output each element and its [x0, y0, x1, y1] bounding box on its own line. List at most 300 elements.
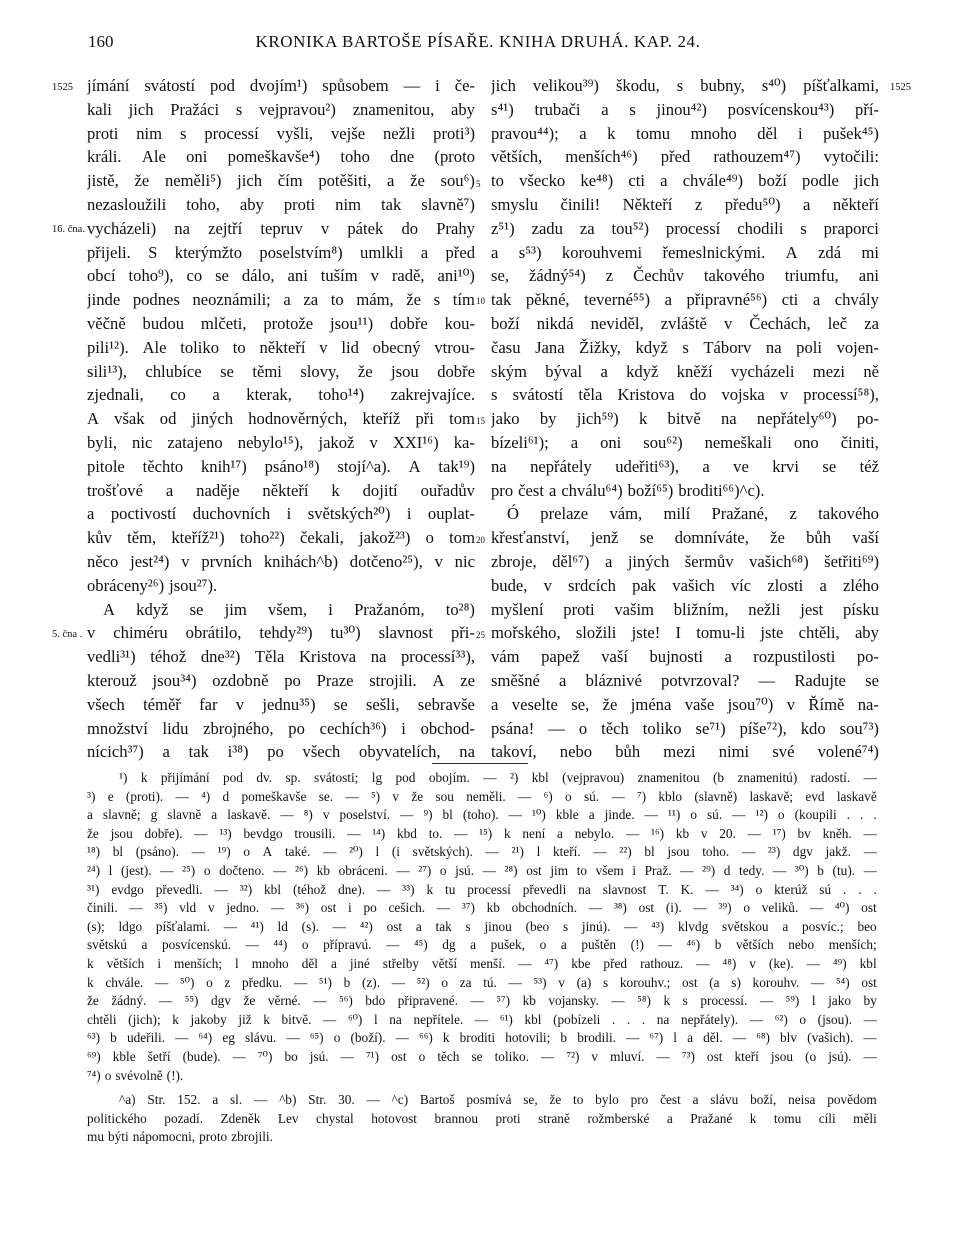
word: jste! — [631, 623, 661, 643]
word: vytočili: — [823, 147, 879, 167]
text-line — [491, 502, 879, 526]
word: víc — [730, 575, 752, 595]
word: se, — [523, 1092, 538, 1108]
word: chiméru — [113, 623, 168, 643]
word: před — [660, 147, 691, 167]
word: hodnověrných, — [248, 409, 348, 429]
word: — — [313, 993, 327, 1009]
word: d — [222, 788, 230, 804]
footnote-divider — [432, 763, 528, 764]
word: s — [676, 76, 684, 95]
word: — — [347, 825, 361, 841]
word: obcí — [87, 266, 116, 286]
word: toliko — [642, 718, 682, 738]
word: písku — [843, 599, 879, 619]
word: někteří — [259, 337, 306, 357]
word: o — [565, 788, 572, 804]
word: jinde. — [604, 807, 635, 823]
word: e — [107, 788, 114, 804]
word: že — [87, 993, 99, 1009]
right-text-column — [491, 74, 879, 764]
word: svévolně — [115, 1067, 163, 1083]
word: boží — [491, 313, 520, 333]
text-line — [491, 693, 879, 717]
word: (téhož — [292, 881, 327, 897]
word: o — [439, 862, 447, 878]
word: — — [158, 993, 173, 1009]
word: jsou — [110, 825, 133, 841]
word: (vejpravou) — [562, 770, 625, 785]
word: vaší — [852, 528, 879, 548]
text-line — [491, 455, 879, 479]
word: pravou⁴⁴); — [491, 123, 559, 143]
word: (!) — [630, 937, 644, 953]
word: ⁵³) — [533, 974, 547, 990]
word: šetřiti⁶⁹) — [824, 551, 879, 571]
footnote-line — [87, 1029, 877, 1048]
word: smyslu — [491, 194, 539, 214]
word: ani¹⁰) — [437, 266, 475, 286]
word: tomu — [773, 1110, 802, 1126]
word: menších; — [828, 937, 877, 953]
word: — — [470, 993, 484, 1009]
word: bitvě. — [281, 1011, 312, 1027]
word: jim — [550, 862, 569, 878]
word: toho¹⁴) — [318, 385, 365, 405]
word: — — [340, 1048, 354, 1064]
word: papež — [541, 647, 580, 667]
word: bláznivé — [585, 670, 642, 690]
word: Str. — [147, 1092, 166, 1108]
word: v — [181, 551, 190, 571]
word: — — [508, 974, 522, 990]
word: s — [433, 290, 441, 310]
word: dv. — [256, 770, 273, 785]
word: a — [687, 1030, 694, 1046]
word: S — [148, 242, 158, 262]
word: sou⁷³) — [839, 718, 879, 738]
word: ⁷⁰) — [258, 1048, 273, 1064]
word: s⁴⁰) — [761, 76, 787, 95]
word: a — [387, 171, 395, 191]
word: — — [253, 1092, 268, 1108]
word: ost — [706, 1048, 723, 1064]
word: o — [755, 881, 763, 897]
word: tu³⁰) — [330, 623, 361, 643]
word: a — [87, 807, 93, 823]
word: jim — [224, 599, 247, 619]
text-line — [87, 360, 475, 384]
word: cti — [628, 171, 645, 191]
word: ⁴²) — [359, 918, 373, 934]
word: b — [714, 937, 722, 953]
line-number-20: 20 — [476, 535, 485, 545]
word: jedno. — [226, 900, 260, 916]
text-line — [87, 574, 475, 598]
word: to — [576, 862, 588, 878]
word: pomeškavše — [241, 788, 307, 804]
word: tomu — [635, 123, 671, 143]
word: tepruv — [260, 218, 303, 238]
word: stojí^a). — [337, 456, 391, 476]
text-line — [491, 264, 879, 288]
word: na — [174, 218, 190, 238]
word: Kristova — [298, 647, 357, 667]
word: s — [682, 993, 688, 1009]
word: Prahy — [436, 218, 475, 238]
word: toho — [340, 147, 370, 167]
word: — — [293, 974, 308, 990]
word: v — [723, 313, 733, 333]
word: Jana — [535, 337, 565, 357]
word: l — [108, 862, 113, 878]
word: — — [175, 1030, 189, 1046]
word: — — [593, 844, 607, 860]
word: čekali, — [300, 528, 344, 548]
word: (ke). — [768, 955, 794, 971]
word: kdo — [800, 718, 826, 738]
word: do — [401, 218, 419, 238]
word: však — [114, 409, 145, 429]
word: pušek⁴⁵) — [823, 123, 879, 143]
word: přípravú. — [323, 937, 372, 953]
word: broditi — [459, 1030, 496, 1046]
word: v — [392, 788, 400, 804]
text-line — [87, 717, 475, 741]
word: žádný. — [111, 993, 147, 1009]
word: — — [436, 900, 451, 916]
word: ⁶) — [543, 788, 553, 804]
word: jsou¹¹) — [329, 313, 374, 333]
word: po — [363, 900, 377, 916]
word: mořského, — [491, 623, 561, 643]
word: — — [160, 862, 174, 878]
word: ³²) — [239, 881, 253, 897]
word: ⁴⁵) — [413, 937, 428, 953]
word: z — [789, 504, 797, 524]
word: proti — [495, 1110, 521, 1126]
word: by — [863, 993, 877, 1009]
word: rozpustilosti — [753, 647, 836, 667]
word: ²⁴) — [87, 862, 101, 878]
word: ²¹) — [511, 844, 524, 860]
word: trubači — [534, 99, 581, 119]
word: zdá — [818, 242, 842, 262]
word: podnes — [132, 290, 180, 310]
word: cešich. — [388, 900, 426, 916]
word: složili — [575, 623, 617, 643]
word: k — [426, 881, 434, 897]
word: za — [459, 974, 472, 990]
word: dojití — [362, 480, 398, 500]
word: ⁵⁶) — [339, 993, 353, 1009]
word: k — [663, 993, 671, 1009]
word: vašim — [614, 599, 654, 619]
word: bitvě — [667, 409, 701, 429]
word: nic — [454, 551, 475, 571]
text-line — [87, 598, 475, 622]
word: s — [179, 123, 187, 143]
word: kteříž²¹) — [171, 528, 225, 548]
word: brannou — [434, 1110, 479, 1126]
word: — — [811, 974, 825, 990]
word: potěšiti, — [318, 171, 372, 191]
word: ⁸) — [303, 807, 313, 823]
word: sp. — [285, 770, 301, 785]
word: ¹⁶) — [651, 825, 665, 841]
word: nic — [132, 432, 153, 452]
word: processí³³), — [401, 647, 475, 667]
word: ¹¹) — [667, 807, 681, 823]
word: chtěli, — [798, 623, 840, 643]
word: (z). — [361, 974, 381, 990]
word: evdgo — [111, 881, 144, 897]
word: podle — [802, 171, 839, 191]
word: nežli — [383, 123, 416, 143]
word: ⁷⁴) — [87, 1067, 101, 1083]
word: — — [191, 844, 205, 860]
word: bližním, — [673, 599, 729, 619]
word: větších, — [491, 147, 543, 167]
word: nežli — [748, 599, 781, 619]
text-line — [491, 550, 879, 574]
word: všem — [595, 862, 624, 878]
word: obojím. — [428, 770, 470, 785]
word: (i). — [665, 900, 682, 916]
text-line — [87, 693, 475, 717]
word: A — [87, 409, 99, 429]
word: větší — [432, 955, 458, 971]
word: ost — [391, 1048, 407, 1064]
word: že — [87, 825, 99, 841]
word: ^b) — [279, 1092, 297, 1108]
word: posvícenskou⁴³) — [727, 99, 835, 119]
word: A — [103, 599, 115, 619]
word: dg — [442, 937, 456, 953]
word: i — [632, 862, 637, 878]
editorial-note-line — [87, 1128, 877, 1147]
text-line — [87, 455, 475, 479]
word: převedli. — [155, 881, 203, 897]
word: (b — [712, 770, 725, 785]
word: pří- — [855, 99, 879, 119]
word: ³⁰) — [794, 862, 809, 878]
word: světských). — [412, 844, 473, 860]
word: ⁶⁹) — [87, 1048, 101, 1064]
word: psáno¹⁸) — [264, 456, 320, 476]
word: — — [485, 844, 499, 860]
word: mi — [861, 242, 879, 262]
word: Radujte — [794, 670, 846, 690]
word: kb — [675, 825, 690, 841]
word: nezasloužili — [87, 194, 167, 214]
word: v — [370, 266, 379, 286]
word: processí — [665, 218, 721, 238]
word: sú — [819, 881, 832, 897]
line-number-25: 25 — [476, 630, 485, 640]
margin-year-left: 1525 — [52, 82, 73, 93]
word: a — [600, 361, 608, 381]
word: budou — [142, 313, 185, 333]
word: a — [420, 242, 429, 262]
word: na — [370, 647, 387, 667]
word: světských²⁰) — [307, 504, 391, 524]
word: jinou — [484, 918, 512, 934]
word: a — [601, 99, 609, 119]
word: všem, — [267, 599, 308, 619]
editorial-note-line — [87, 1091, 877, 1110]
word: z⁵¹) — [491, 218, 515, 238]
word: vojansky. — [548, 993, 599, 1009]
word: ¹³) — [219, 825, 232, 841]
word: praporci — [823, 218, 879, 238]
word: udeřiti⁶³), — [615, 456, 679, 476]
word: to. — [428, 825, 443, 841]
word: poli — [796, 337, 822, 357]
word: jich⁵⁹) — [576, 409, 619, 429]
word: Ale — [141, 147, 166, 167]
word: ⁶⁶) — [419, 1030, 433, 1046]
word: co — [186, 266, 203, 286]
word: když — [626, 361, 659, 381]
word: aby — [239, 194, 264, 214]
word: chodili — [737, 218, 784, 238]
word: k — [503, 825, 511, 841]
word: také. — [284, 844, 311, 860]
word: ⁴⁴) — [273, 937, 288, 953]
word: — — [773, 862, 787, 878]
word: — — [155, 974, 169, 990]
word: ve — [733, 456, 749, 476]
footnote-line — [87, 843, 877, 862]
word: to — [491, 171, 504, 191]
word: toho, — [186, 194, 220, 214]
word: trousili. — [294, 825, 336, 841]
word: kněh. — [822, 825, 852, 841]
word: dgv — [792, 844, 813, 860]
word: 30. — [338, 1092, 355, 1108]
word: kbl — [859, 955, 877, 971]
word: proto — [199, 1129, 228, 1145]
word: b — [343, 974, 351, 990]
word: toliko — [180, 337, 219, 357]
word: obráceni. — [338, 862, 388, 878]
word: na — [459, 742, 475, 762]
word: ⁶²) — [774, 1011, 788, 1027]
word: — — [323, 844, 337, 860]
word: Pražanóm, — [354, 599, 425, 619]
word: menší. — [470, 955, 506, 971]
word: 20. — [719, 825, 736, 841]
word: že — [770, 528, 785, 548]
word: před — [445, 242, 475, 262]
word: oni — [600, 432, 622, 452]
word: ani — [287, 266, 308, 286]
word: proti — [563, 599, 595, 619]
word: leč — [827, 313, 848, 333]
word: chystal — [316, 1110, 354, 1126]
word: z — [694, 194, 703, 214]
word: bevdgo — [243, 825, 283, 841]
word: ⁶⁵) — [309, 1030, 324, 1046]
word: pušek, — [490, 937, 525, 953]
word: před — [603, 955, 628, 971]
word: jsou⁷⁰) — [727, 694, 774, 714]
word: že — [410, 171, 425, 191]
word: tuším — [320, 266, 358, 286]
text-line — [87, 669, 475, 693]
word: . — [858, 881, 862, 897]
word: na — [389, 1011, 402, 1027]
word: ⁵) — [371, 788, 381, 804]
word: zlého — [842, 575, 879, 595]
word: ³⁷) — [461, 900, 475, 916]
word: rožmberské — [587, 1110, 650, 1126]
word: a — [211, 807, 218, 823]
word: — — [541, 1048, 555, 1064]
word: to — [573, 1092, 584, 1108]
word: při- — [450, 623, 475, 643]
word: ³⁸) — [613, 900, 627, 916]
word: jiné — [349, 955, 370, 971]
word: — — [518, 955, 532, 971]
text-line — [491, 241, 879, 265]
word: šetří — [147, 1048, 171, 1064]
word: i — [348, 900, 352, 916]
word: ⁵⁴) — [835, 974, 850, 990]
word: při — [415, 409, 434, 429]
word: s — [603, 974, 609, 990]
word: b — [110, 1030, 117, 1046]
word: s — [465, 918, 471, 934]
text-line — [491, 217, 879, 241]
word: Pražané, — [711, 504, 769, 524]
word: ²²) — [619, 844, 632, 860]
word: kbl — [524, 1011, 542, 1027]
word: domníváte, — [674, 528, 749, 548]
word: svátostí — [144, 76, 196, 95]
word: to — [232, 337, 246, 357]
word: jich — [237, 171, 263, 191]
word: času — [491, 337, 521, 357]
word: vojen- — [836, 337, 879, 357]
word: jest — [800, 599, 824, 619]
word: sili¹³), — [87, 361, 127, 381]
word: i — [406, 504, 412, 524]
word: ⁴¹) — [250, 918, 264, 934]
word: Římě — [808, 694, 845, 714]
word: veliků. — [761, 900, 799, 916]
word: dobře — [389, 313, 428, 333]
word: hotovili; — [505, 1030, 551, 1046]
word: v — [779, 385, 789, 405]
word: . — [843, 881, 847, 897]
word: o — [206, 974, 213, 990]
word: tou⁵²) — [611, 218, 649, 238]
word: nikdá — [536, 313, 574, 333]
word: když — [635, 337, 668, 357]
word: korouhv.; — [619, 974, 671, 990]
word: (jsou). — [817, 1011, 852, 1027]
word: ⁵¹) — [318, 974, 332, 990]
word: škodu, — [615, 76, 660, 95]
footnote-line — [87, 1048, 877, 1067]
word: pitole — [87, 456, 125, 476]
word: — — [518, 788, 532, 804]
word: milí — [663, 504, 691, 524]
word: k — [607, 123, 616, 143]
word: nepřátely). — [680, 1011, 739, 1027]
